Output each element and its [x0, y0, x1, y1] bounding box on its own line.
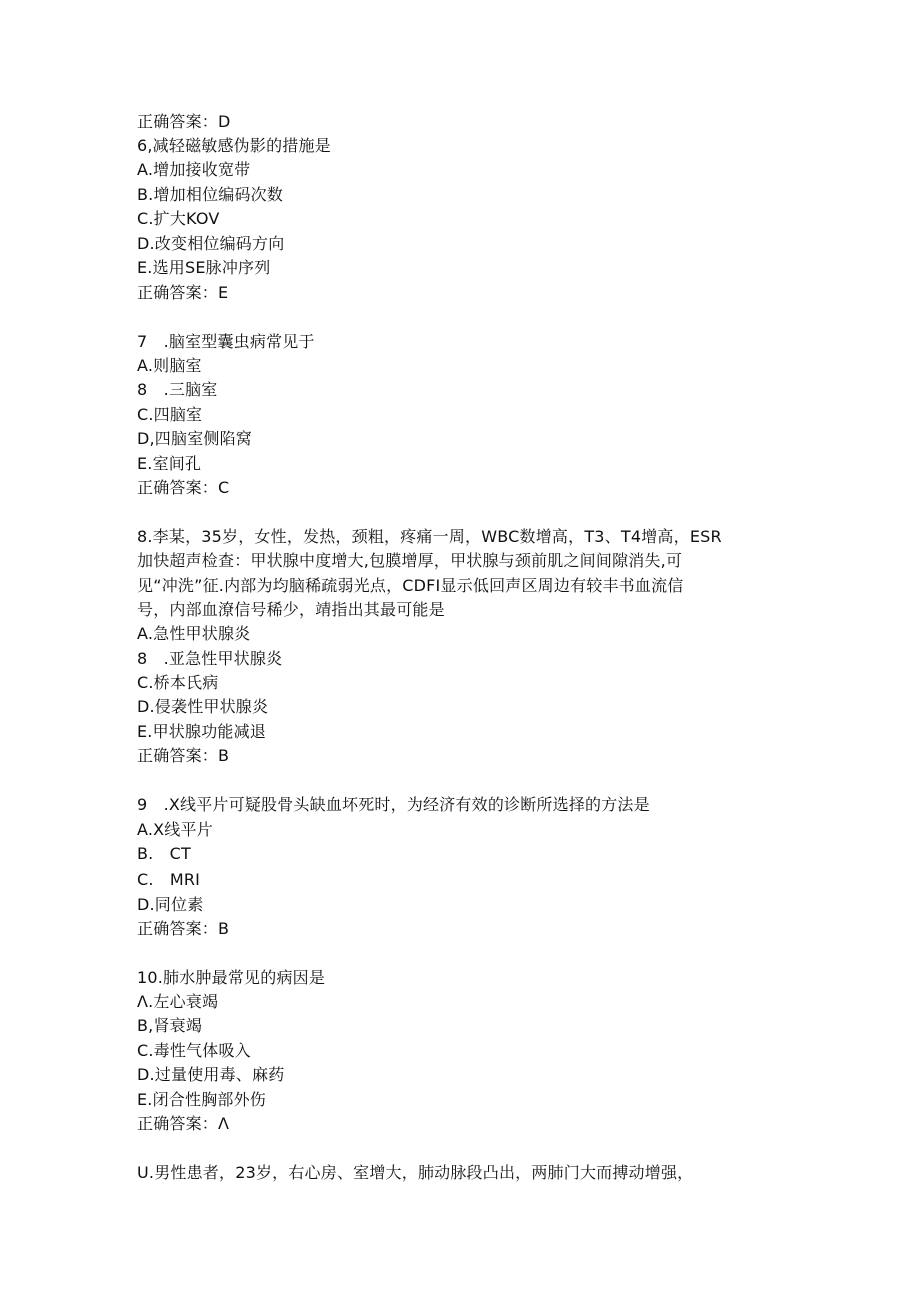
text-line: E.闭合性胸部外伤 [137, 1090, 266, 1109]
text-line: 8 .三脑室 [137, 380, 218, 399]
text-line: 6,减轻磁敏感伪影的措施是 [137, 136, 331, 155]
text-line: 正确答案：E [137, 283, 229, 302]
text-line: E.甲状腺功能减退 [137, 722, 266, 741]
text-line: 10.肺水肿最常见的病因是 [137, 968, 326, 987]
text-line: D,四脑室侧陷窝 [137, 429, 253, 448]
text-line: E.选用SE脉冲序列 [137, 258, 271, 277]
text-line: 号，内部血潦信号稀少，靖指出其最可能是 [137, 600, 445, 619]
text-line: D.改变相位编码方向 [137, 234, 285, 253]
text-line: B,肾衰竭 [137, 1016, 203, 1035]
text-line: 加快超声检查：甲状腺中度增大,包膜增厚，甲状腺与颈前肌之间间隙消失,可 [137, 551, 683, 570]
text-line: 正确答案：Λ [137, 1114, 230, 1133]
text-line: C.毒性气体吸入 [137, 1041, 251, 1060]
text-line: U.男性患者，23岁，右心房、室增大，肺动脉段凸出，两肺门大而搏动增强， [137, 1163, 694, 1182]
text-line: 见“冲洗”征.内部为均脑稀疏弱光点，CDFI显示低回声区周边有较丰书血流信 [137, 576, 684, 595]
text-line: E.室间孔 [137, 454, 202, 473]
text-line: A.增加接收宽带 [137, 160, 251, 179]
text-line: 9 .X线平片可疑股骨头缺血坏死时，为经济有效的诊断所选择的方法是 [137, 795, 650, 814]
text-line: D.同位素 [137, 895, 204, 914]
text-line: 正确答案：B [137, 919, 230, 938]
text-line: C.扩大KOV [137, 209, 220, 228]
text-line: 8 .亚急性甲状腺炎 [137, 649, 283, 668]
text-line: B. CT [137, 844, 192, 863]
text-line: C.桥本氏病 [137, 673, 219, 692]
text-line: 正确答案：C [137, 478, 230, 497]
text-line: 正确答案：D [137, 112, 231, 131]
text-line: 正确答案：B [137, 746, 230, 765]
text-line: D.侵袭性甲状腺炎 [137, 697, 269, 716]
text-line: A.则脑室 [137, 356, 202, 375]
text-line: 7 .脑室型囊虫病常见于 [137, 332, 315, 351]
text-line: Λ.左心衰竭 [137, 992, 219, 1011]
text-line: A.急性甲状腺炎 [137, 624, 251, 643]
text-line: C.四脑室 [137, 405, 203, 424]
text-line: B.增加相位编码次数 [137, 185, 284, 204]
text-line: D.过量使用毒、麻药 [137, 1065, 285, 1084]
text-line: 8.李某，35岁，女性，发热，颈粗，疼痛一周，WBC数增高，T3、T4增高，ESR [137, 527, 722, 546]
text-line: A.X线平片 [137, 820, 213, 839]
text-line: C. MRI [137, 870, 201, 889]
